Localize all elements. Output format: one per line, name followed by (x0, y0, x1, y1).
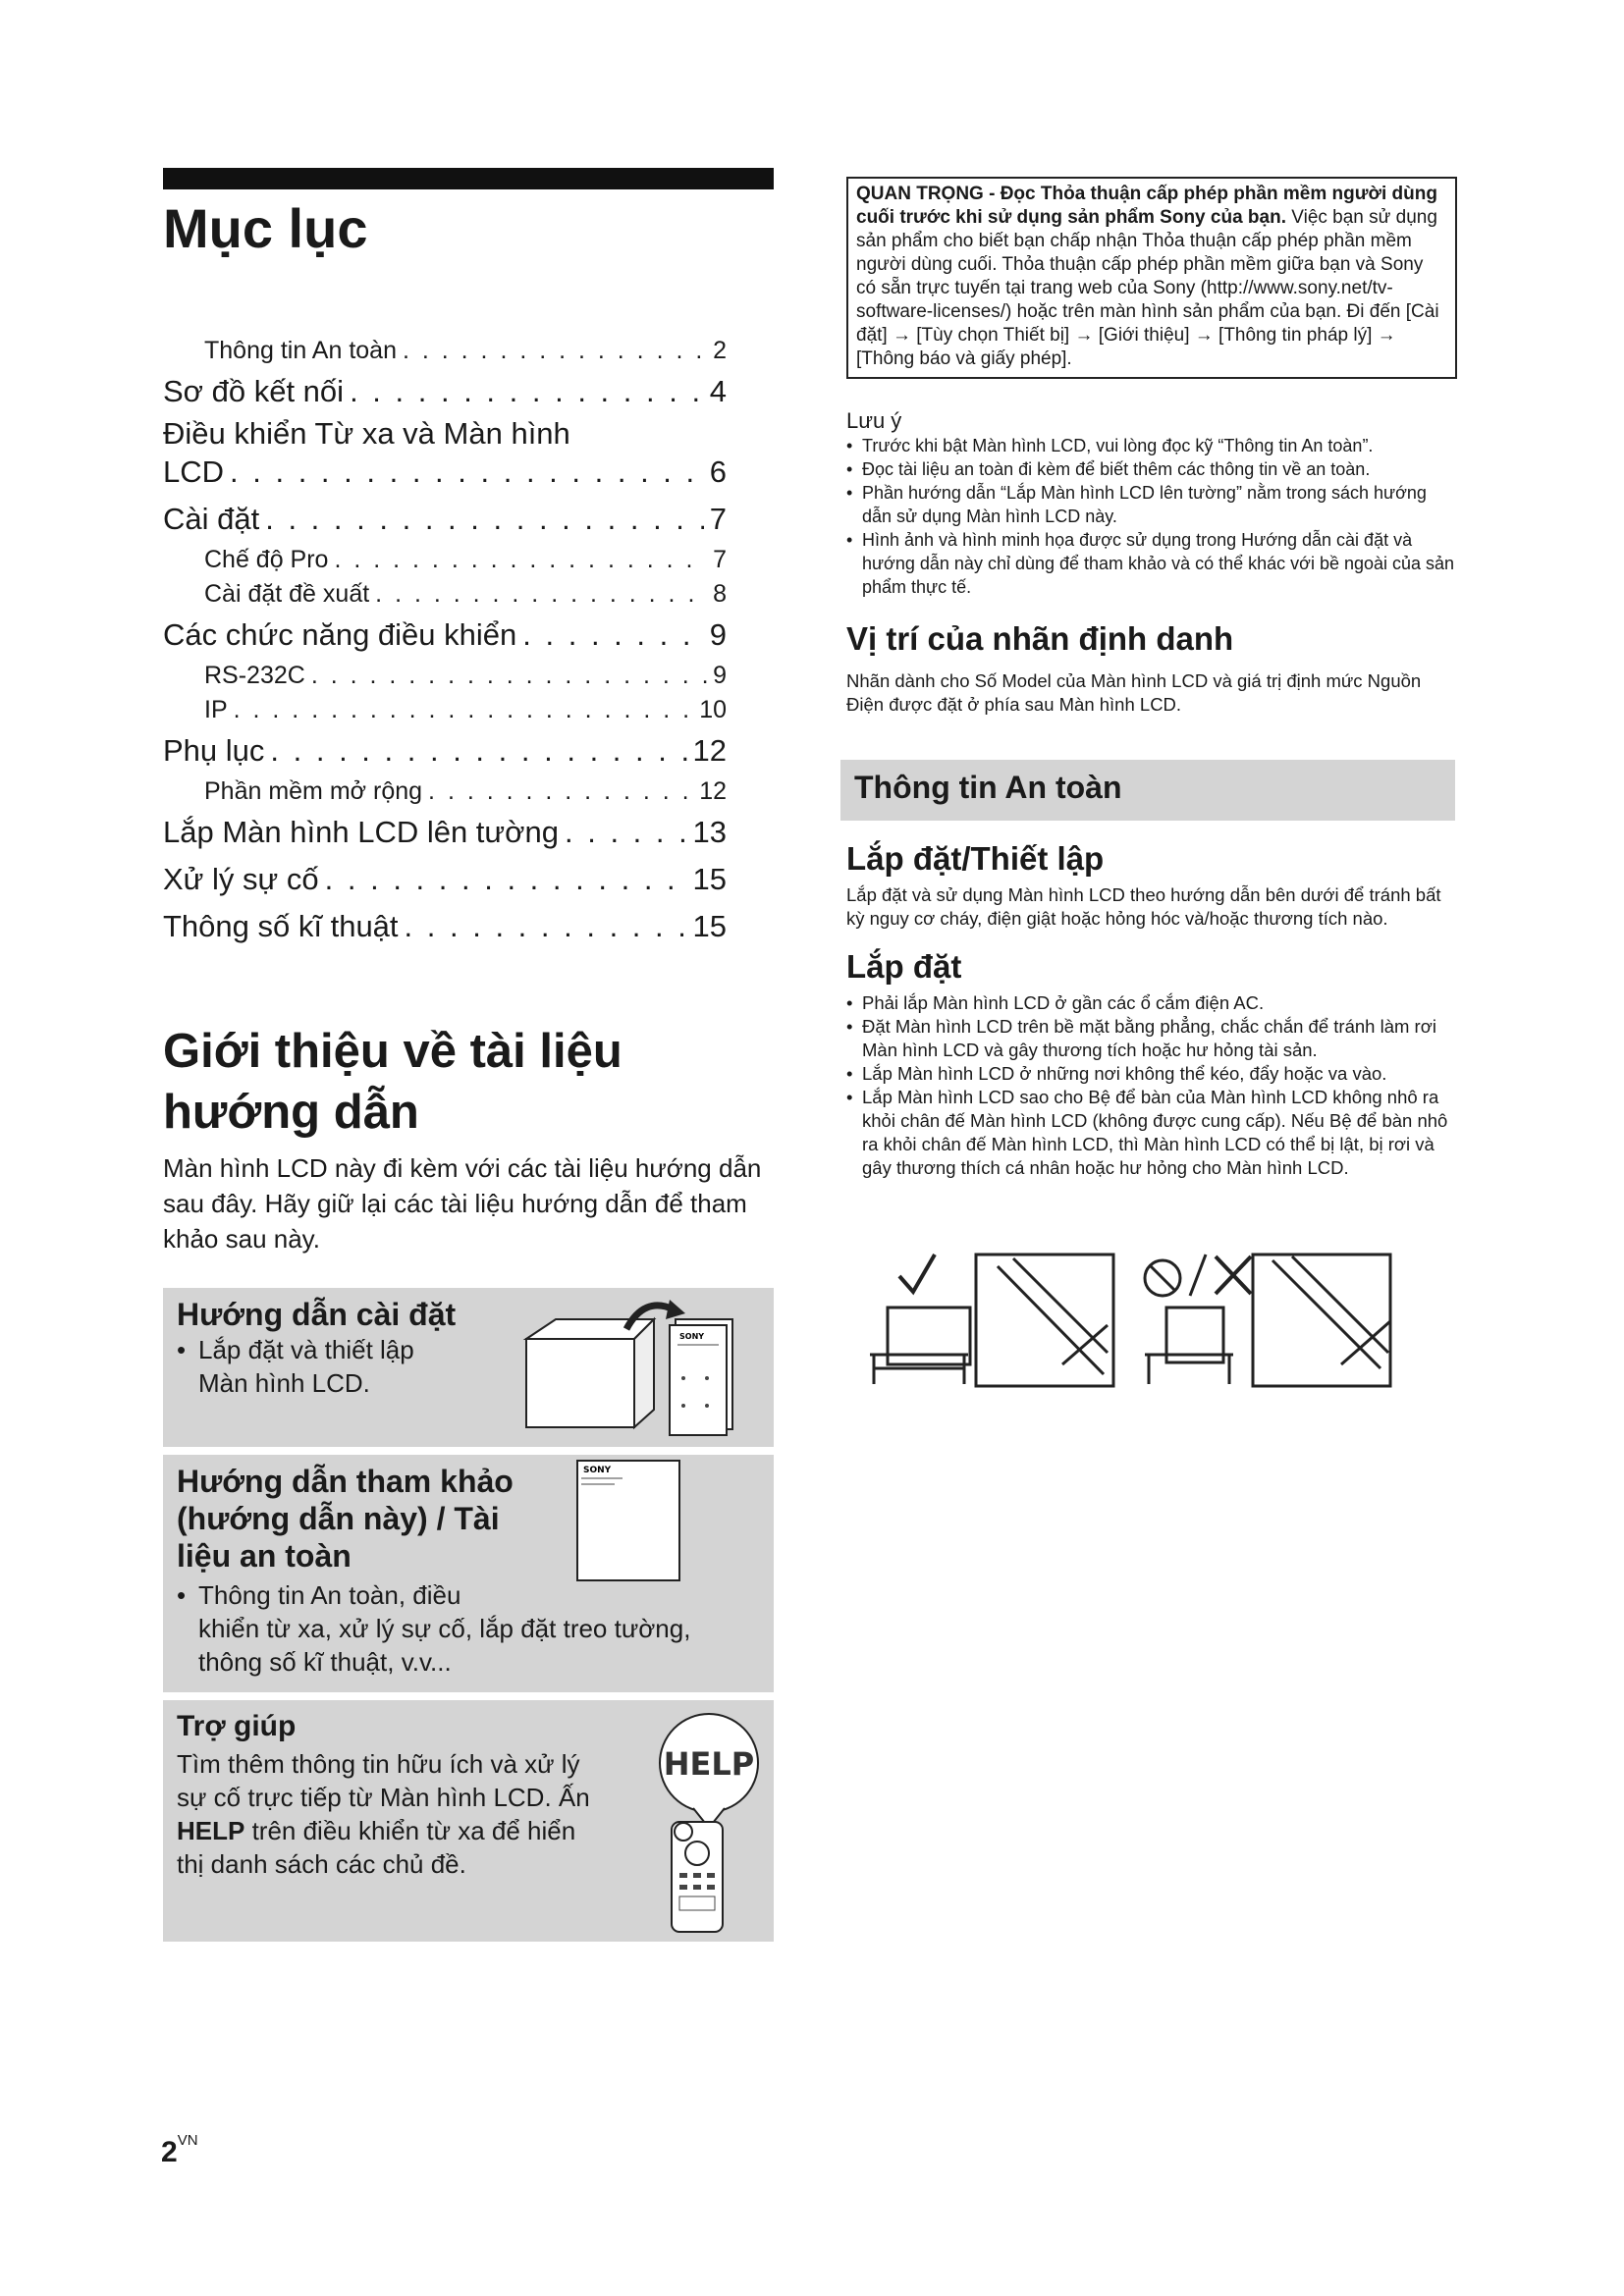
list-item: • Phải lắp Màn hình LCD ở gần các ổ cắm điện AC. (846, 992, 1265, 1013)
guide-reference-box (163, 1455, 774, 1692)
important-notice: QUAN TRỌNG - Đọc Thỏa thuận cấp phép phần mềm người dùng cuối trước khi sử dụng sản phẩm Sony của bạn. Việc bạn sử dụng sản phẩm cho biết bạn chấp nhận Thỏa thuận cấp phép phần mềm người dùng cuối. Thỏa thuận cấp phép phần mềm giữa bạn và Sony có sẵn trực tuyến tại trang web của Sony (http://www.sony.net/tv-software-licenses/) hoặc trên màn hình sản phẩm của bạn. Đi đến [Cài đặt] → [Tùy chọn Thiết bị] → [Giới thiệu] → [Thông tin pháp lý] → [Thông báo và giấy phép]. (846, 177, 1457, 379)
toc-entry[interactable]: Thông tin An toàn . . . 2 (163, 334, 727, 368)
toc-entry[interactable]: Điều khiển Từ xa và Màn hình LCD . . . 6 (163, 415, 727, 492)
brand-mark: SONY (583, 1466, 612, 1475)
guide-setup-box (163, 1288, 774, 1447)
guide-help-box (163, 1700, 774, 1942)
list-item: • Lắp Màn hình LCD ở những nơi không thể kéo, đẩy hoặc va vào. (846, 1063, 1387, 1084)
guide-setup-bullet-cont: Màn hình LCD. (198, 1368, 370, 1398)
label-location-text: Nhãn dành cho Số Model của Màn hình LCD và giá trị định mức Nguồn Điện được đặt ở phía sau Màn hình LCD. (846, 670, 1422, 715)
remote-icon (654, 1706, 764, 1934)
setup-section (846, 840, 1459, 1180)
install-title: Lắp đặt (846, 948, 962, 985)
toc-entry[interactable]: Sơ đồ kết nối . . . 4 (163, 368, 727, 415)
box-icon (516, 1300, 752, 1439)
guide-help-text: HELP trên điều khiển từ xa để hiển (177, 1816, 576, 1845)
guide-setup-title: Hướng dẫn cài đặt (177, 1297, 457, 1332)
guide-setup-bullet: • Lắp đặt và thiết lập (177, 1335, 414, 1364)
setup-text: Lắp đặt và sử dụng Màn hình LCD theo hướng dẫn bên dưới để tránh bất kỳ nguy cơ cháy, điện giật hoặc hỏng hóc và/hoặc thương tích nào. (846, 884, 1441, 929)
manual-icon (575, 1459, 683, 1584)
setup-title: Lắp đặt/Thiết lập (846, 840, 1105, 877)
list-item: • Hình ảnh và hình minh họa được sử dụng trong Hướng dẫn cài đặt và hướng dẫn này chỉ dùng để tham khảo và có thể khác với bề ngoài của sản phẩm thực tế. (846, 530, 1455, 597)
notes-list (846, 434, 1459, 599)
guide-help-title: Trợ giúp (177, 1710, 297, 1742)
intro-title: Giới thiệu về tài liệu hướng dẫn (163, 1025, 623, 1139)
list-item: • Phần hướng dẫn “Lắp Màn hình LCD lên tường” nằm trong sách hướng dẫn sử dụng Màn hình LCD này. (846, 483, 1427, 526)
guide-help-text: sự cố trực tiếp từ Màn hình LCD. Ấn (177, 1783, 590, 1812)
toc-entry[interactable]: Các chức năng điều khiển . . . 9 (163, 612, 727, 659)
toc-entry[interactable]: Lắp Màn hình LCD lên tường . . . 13 (163, 809, 727, 856)
toc-entry[interactable]: Cài đặt . . . 7 (163, 496, 727, 543)
guide-help-text: Tìm thêm thông tin hữu ích và xử lý (177, 1749, 580, 1779)
toc-entry[interactable]: Phụ lục . . . 12 (163, 727, 727, 774)
table-of-contents (163, 334, 727, 950)
safety-section-header: Thông tin An toàn (840, 760, 1455, 821)
intro-text: Màn hình LCD này đi kèm với các tài liệu hướng dẫn sau đây. Hãy giữ lại các tài liệu hướng dẫn để tham khảo sau này. (163, 1153, 762, 1254)
toc-entry[interactable]: Cài đặt đề xuất . . . 8 (163, 577, 727, 612)
label-location-section (846, 620, 1455, 717)
toc-title: Mục lục (163, 197, 368, 259)
notes-heading: Lưu ý (846, 408, 902, 433)
toc-entry[interactable]: Xử lý sự cố . . . 15 (163, 856, 727, 903)
list-item: • Đặt Màn hình LCD trên bề mặt bằng phẳng, chắc chắn để tránh làm rơi Màn hình LCD và gây thương tích hoặc hư hỏng tài sản. (846, 1016, 1436, 1060)
guide-reference-title-cont: liệu an toàn (177, 1538, 352, 1574)
list-item: • Trước khi bật Màn hình LCD, vui lòng đọc kỹ “Thông tin An toàn”. (846, 436, 1374, 455)
guide-reference-bullet-cont: khiển từ xa, xử lý sự cố, lắp đặt treo tường, (198, 1614, 691, 1643)
list-item: • Lắp Màn hình LCD sao cho Bệ để bàn của Màn hình LCD không nhô ra khỏi chân đế Màn hình LCD (không được cung cấp). Nếu Bệ để bàn nhô ra khỏi chân đế Màn hình LCD, thì Màn hình LCD có thể bị lật, bị rơi và gây thương thích cá nhân hoặc hư hỏng cho Màn hình LCD. (846, 1087, 1448, 1178)
list-item: • Đọc tài liệu an toàn đi kèm để biết thêm các thông tin về an toàn. (846, 459, 1371, 479)
guide-reference-title-cont: (hướng dẫn này) / Tài (177, 1501, 500, 1536)
guide-reference-bullet-cont: thông số kĩ thuật, v.v... (198, 1647, 452, 1677)
toc-entry[interactable]: IP . . . 10 (163, 693, 727, 727)
title-bar (163, 168, 774, 189)
guide-reference-bullet: • Thông tin An toàn, điều (177, 1580, 461, 1610)
brand-mark: SONY (679, 1332, 705, 1341)
page-number: $2^{VN}$ (161, 2132, 198, 2168)
guide-reference-title: Hướng dẫn tham khảo (177, 1464, 514, 1499)
toc-entry[interactable]: RS-232C . . . 9 (163, 659, 727, 693)
installation-illustration (860, 1247, 1435, 1414)
toc-entry[interactable]: Thông số kĩ thuật . . . 15 (163, 903, 727, 950)
help-button-label: HELP (663, 1745, 755, 1783)
guide-help-text: thị danh sách các chủ đề. (177, 1849, 466, 1879)
label-location-title: Vị trí của nhãn định danh (846, 620, 1234, 657)
check-icon (899, 1255, 935, 1292)
install-list (846, 991, 1459, 1180)
toc-entry[interactable]: Phần mềm mở rộng . . . 12 (163, 774, 727, 809)
toc-entry[interactable]: Chế độ Pro . . . 7 (163, 543, 727, 577)
